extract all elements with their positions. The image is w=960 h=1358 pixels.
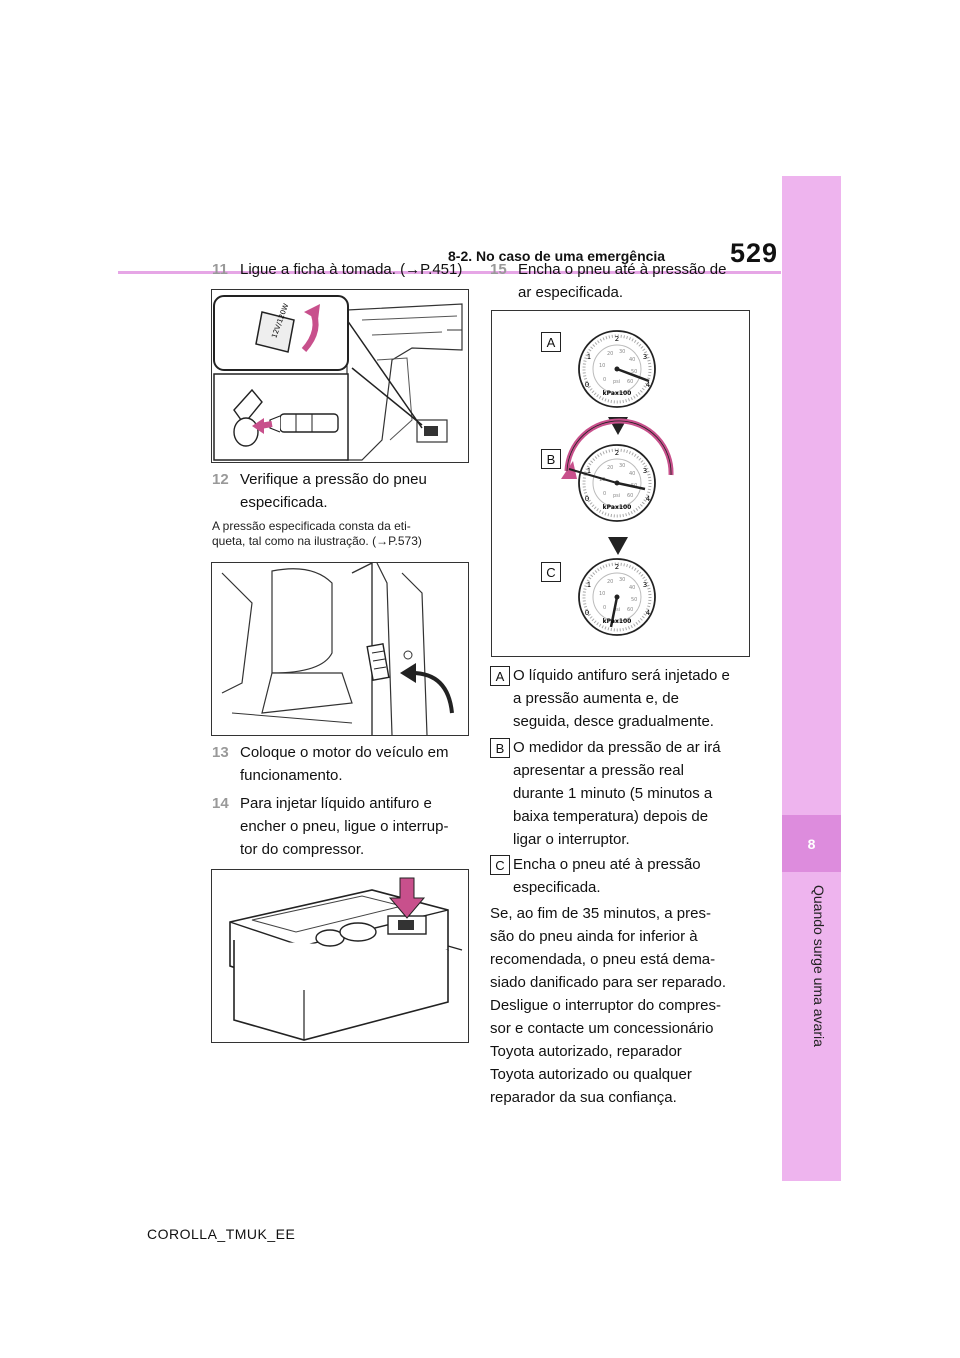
figure-compressor-switch bbox=[211, 869, 469, 1043]
item-b: B O medidor da pressão de ar irá apresentar a pressão real durante 1 minuto (5 minutos a baixa temperatura) depois de ligar o interruptor. bbox=[490, 736, 760, 851]
arrow-down-icon bbox=[608, 537, 628, 555]
plug-socket-illustration bbox=[212, 290, 468, 462]
gauge-a-unit: kPax100 bbox=[602, 390, 632, 397]
step-12: 12 Verifique a pressão do pneu especificada. bbox=[212, 471, 427, 511]
page-number: 529 bbox=[730, 238, 779, 268]
compressor-illustration bbox=[212, 870, 468, 1042]
door-label-illustration bbox=[212, 563, 468, 735]
figure-pressure-label bbox=[211, 562, 469, 736]
step-12-note: A pressão especificada consta da eti- queta, tal como na ilustração. (→P.573) bbox=[212, 519, 422, 548]
gauge-b bbox=[561, 421, 671, 521]
item-c-letter: C bbox=[490, 855, 510, 875]
document-footer-code: COROLLA_TMUK_EE bbox=[147, 1226, 296, 1242]
gauge-c-unit: kPax100 bbox=[602, 618, 632, 625]
closing-paragraph: Se, ao fim de 35 minutos, a pres- são do pneu ainda for inferior à recomendada, o pneu está dema- siado danificado para ser reparado. Desligue o interruptor do compres- sor e contacte um concessionário Toyota autorizado, reparador Toyota autorizado ou qualquer reparador da sua confiança. bbox=[490, 905, 726, 1106]
item-b-letter: B bbox=[490, 738, 510, 758]
step-15: 15 Encha o pneu até à pressão de ar especificada. bbox=[490, 261, 727, 301]
item-a-letter: A bbox=[490, 666, 510, 686]
step-14: 14 Para injetar líquido antifuro e encher o pneu, ligue o interrup- tor do compressor. bbox=[212, 795, 449, 858]
figure-pressure-gauges bbox=[491, 310, 750, 657]
chapter-label: Quando surge uma avaria bbox=[811, 885, 827, 1047]
gauge-label-b: B bbox=[541, 449, 561, 469]
figure-plug-socket bbox=[211, 289, 469, 463]
gauge-c bbox=[579, 559, 655, 635]
chapter-number: 8 bbox=[782, 815, 841, 872]
gauge-sequence-illustration: 4 50 60 si kPax100 kPax100 kPax100 bbox=[492, 311, 749, 656]
gauge-a bbox=[579, 331, 655, 407]
item-c: C Encha o pneu até à pressão especificada. bbox=[490, 853, 760, 899]
gauge-label-a: A bbox=[541, 332, 561, 352]
svg-text:12V/120W: 12V/120W bbox=[270, 302, 291, 340]
item-a: A O líquido antifuro será injetado e a pressão aumenta e, de seguida, desce gradualmente. bbox=[490, 664, 760, 733]
step-13: 13 Coloque o motor do veículo em funcionamento. bbox=[212, 744, 449, 784]
gauge-label-c: C bbox=[541, 562, 561, 582]
gauge-b-unit: kPax100 bbox=[602, 504, 632, 511]
step-11: 11 Ligue a ficha à tomada. (→P.451) bbox=[212, 261, 463, 278]
section-title: 8-2. No caso de uma emergência bbox=[448, 248, 666, 264]
